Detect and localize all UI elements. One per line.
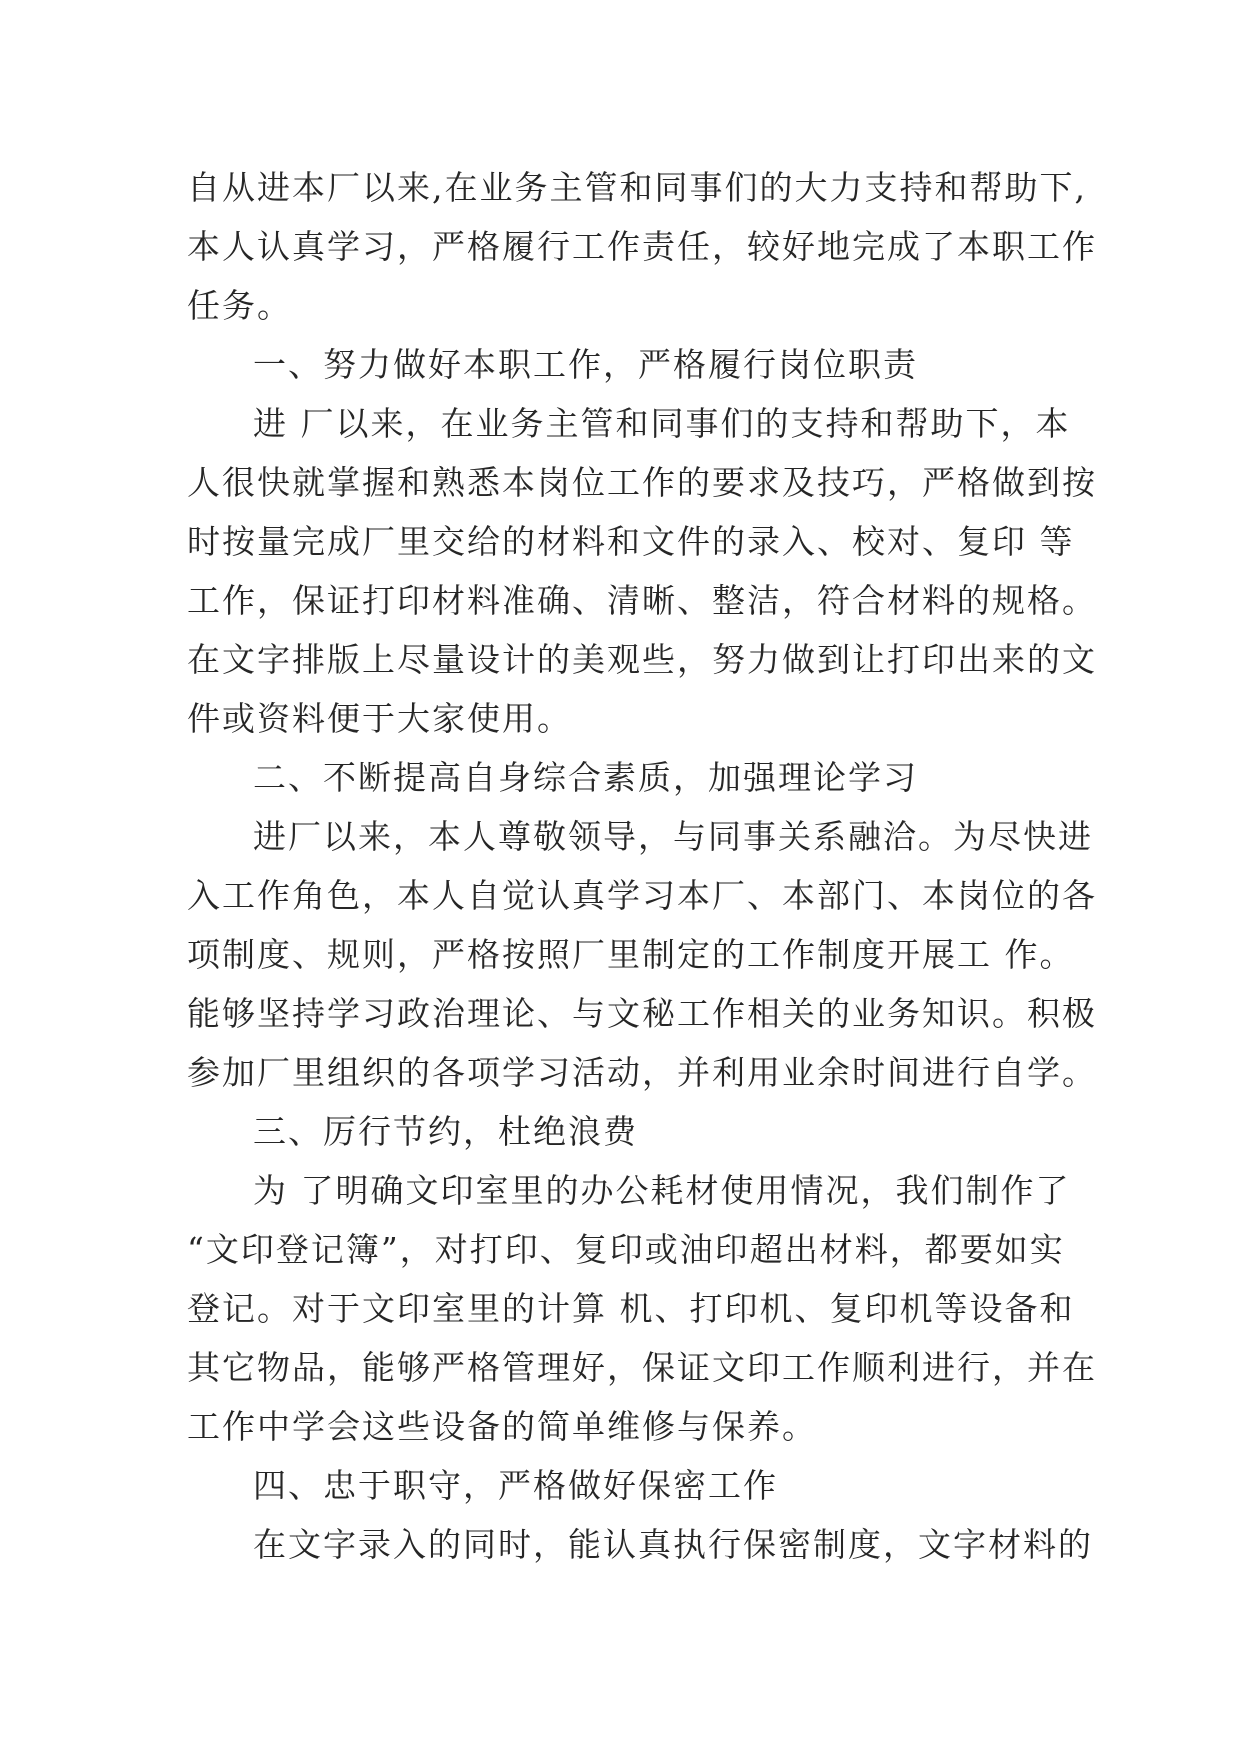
section-heading: 四、忠于职守，严格做好保密工作	[253, 1466, 778, 1505]
paragraph-line: 登记。对于文印室里的计算 机、打印机、复印机等设备和	[187, 1289, 1075, 1328]
paragraph-line: 任务。	[187, 286, 292, 325]
paragraph-line: “文印登记簿”，对打印、复印或油印超出材料，都要如实	[187, 1230, 1065, 1269]
paragraph-line: 本人认真学习，严格履行工作责任，较好地完成了本职工作	[187, 227, 1097, 266]
paragraph-line: 进厂以来，本人尊敬领导，与同事关系融洽。为尽快进	[253, 817, 1093, 856]
paragraph-line: 人很快就掌握和熟悉本岗位工作的要求及技巧，严格做到按	[187, 463, 1097, 502]
paragraph-line: 件或资料便于大家使用。	[187, 699, 572, 738]
paragraph-line: 在文字排版上尽量设计的美观些，努力做到让打印出来的文	[187, 640, 1097, 679]
paragraph-line: 在文字录入的同时，能认真执行保密制度，文字材料的	[253, 1525, 1093, 1564]
paragraph-line: 项制度、规则，严格按照厂里制定的工作制度开展工 作。	[187, 935, 1075, 974]
paragraph-line: 其它物品，能够严格管理好，保证文印工作顺利进行，并在	[187, 1348, 1097, 1387]
paragraph-line: 自从进本厂以来,在业务主管和同事们的大力支持和帮助下,	[187, 168, 1087, 207]
paragraph-line: 能够坚持学习政治理论、与文秘工作相关的业务知识。积极	[187, 994, 1097, 1033]
document-body	[187, 158, 1097, 1574]
section-heading: 二、不断提高自身综合素质，加强理论学习	[253, 758, 918, 797]
paragraph-line: 工作中学会这些设备的简单维修与保养。	[187, 1407, 817, 1446]
section-heading: 一、努力做好本职工作，严格履行岗位职责	[253, 345, 918, 384]
section-heading: 三、厉行节约，杜绝浪费	[253, 1112, 638, 1151]
paragraph-line: 为 了明确文印室里的办公耗材使用情况，我们制作了	[253, 1171, 1071, 1210]
paragraph-line: 入工作角色，本人自觉认真学习本厂、本部门、本岗位的各	[187, 876, 1097, 915]
paragraph-line: 参加厂里组织的各项学习活动，并利用业余时间进行自学。	[187, 1053, 1097, 1092]
paragraph-line: 时按量完成厂里交给的材料和文件的录入、校对、复印 等	[187, 522, 1075, 561]
paragraph-line: 进 厂以来，在业务主管和同事们的支持和帮助下，本	[253, 404, 1071, 443]
paragraph-line: 工作，保证打印材料准确、清晰、整洁，符合材料的规格。	[187, 581, 1097, 620]
